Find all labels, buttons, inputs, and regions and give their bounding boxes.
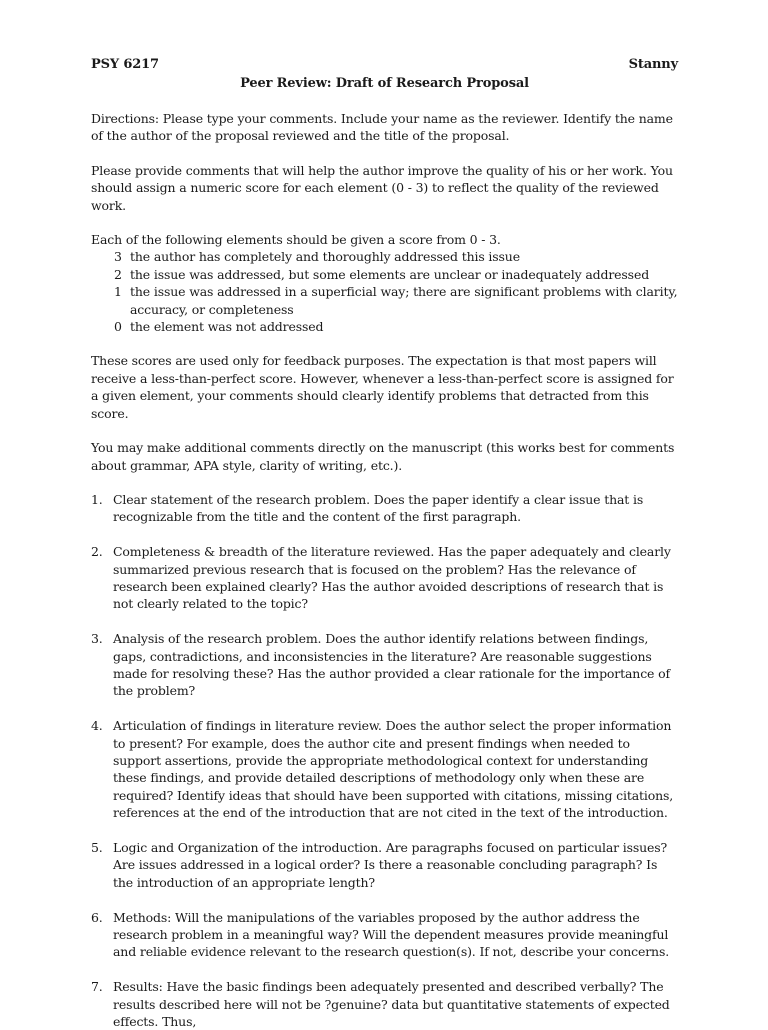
- directions-paragraph: Directions: Please type your comments. Include your name as the reviewer. Identify the name of the author of the proposal reviewed and the title of the proposal.: [91, 111, 673, 144]
- criterion-text: Clear statement of the research problem. Does the paper identify a clear issue that is recognizable from the title and the content of the first paragraph.: [113, 491, 644, 525]
- criterion-item: [91, 909, 678, 961]
- criterion-text: Logic and Organization of the introduction. Are paragraphs focused on particular issues? Are issues addressed in a logical order? Is there a reasonable concluding paragraph? Is the introduction of an appropriate length?: [113, 839, 668, 890]
- criterion-text: Articulation of findings in literature review. Does the author select the proper information to present? For example, does the author cite and present findings when needed to support assertions, provide the appropriate methodological context for understanding these findings, and provide detailed descriptions of methodology only when these are required? Identify ideas that should have been supported with citations, missing citations, references at the end of the introduction that are not cited in the text of the introduction.: [113, 718, 674, 821]
- score-description: the issue was addressed, but some elements are unclear or inadequately addressed: [130, 266, 650, 282]
- score-description: the element was not addressed: [130, 319, 324, 335]
- score-item: [91, 318, 678, 335]
- feedback-paragraph: These scores are used only for feedback purposes. The expectation is that most papers will receive a less-than-perfect score. However, whenever a less-than-perfect score is assigned for a given element, your comments should clearly identify problems that detracted from this score.: [91, 353, 674, 421]
- criterion-item: [91, 839, 678, 891]
- score-number: 1: [114, 284, 122, 300]
- score-legend: [91, 248, 678, 335]
- criterion-number: 4.: [91, 718, 103, 734]
- score-description: the issue was addressed in a superficial way; there are significant problems with clarity, accuracy, or completeness: [130, 284, 678, 317]
- manuscript-paragraph: You may make additional comments directly on the manuscript (this works best for comments about grammar, APA style, clarity of writing, etc.).: [91, 440, 675, 473]
- criterion-item: [91, 543, 678, 613]
- score-item: [91, 266, 678, 283]
- criterion-number: 6.: [91, 909, 103, 925]
- scoring-intro: Each of the following elements should be given a score from 0 - 3.: [91, 232, 501, 248]
- criterion-text: Analysis of the research problem. Does the author identify relations between findings, gaps, contradictions, and inconsistencies in the literature? Are reasonable suggestions made for resolving these? Has the author provided a clear rationale for the importance of the problem?: [113, 631, 670, 699]
- instructor-name: Stanny: [628, 57, 678, 72]
- course-code: PSY 6217: [91, 57, 159, 72]
- score-number: 3: [114, 249, 122, 265]
- criterion-number: 5.: [91, 839, 103, 855]
- score-number: 0: [114, 319, 122, 335]
- comments-paragraph: Please provide comments that will help the author improve the quality of his or her work. You should assign a numeric score for each element (0 - 3) to reflect the quality of the reviewed work.: [91, 162, 673, 213]
- score-item: [91, 248, 678, 265]
- criterion-number: 2.: [91, 544, 103, 560]
- review-criteria-list: [91, 491, 678, 1030]
- criterion-item: [91, 630, 678, 700]
- score-description: the author has completely and thoroughly addressed this issue: [130, 249, 520, 265]
- page-title: Peer Review: Draft of Research Proposal: [240, 76, 529, 91]
- score-item: [91, 283, 678, 318]
- header-row: [91, 56, 678, 73]
- criterion-text: Methods: Will the manipulations of the variables proposed by the author address the research problem in a meaningful way? Will the dependent measures provide meaningful and reliable evidence relevant to the research question(s). If not, describe your concerns.: [113, 909, 670, 960]
- criterion-number: 1.: [91, 491, 103, 507]
- criterion-text: Completeness & breadth of the literature reviewed. Has the paper adequately and clearly summarized previous research that is focused on the problem? Has the relevance of research been explained clearly? Has the author avoided descriptions of research that is not clearly related to the topic?: [113, 544, 671, 612]
- criterion-number: 7.: [91, 979, 103, 995]
- score-number: 2: [114, 266, 122, 282]
- criterion-item: [91, 717, 678, 821]
- criterion-item: [91, 491, 678, 526]
- criterion-text: Results: Have the basic findings been adequately presented and described verbally? The results described here will not be ?genuine? data but quantitative statements of expected effects. Thus,: [113, 979, 670, 1029]
- criterion-item: [91, 978, 678, 1030]
- criterion-number: 3.: [91, 631, 103, 647]
